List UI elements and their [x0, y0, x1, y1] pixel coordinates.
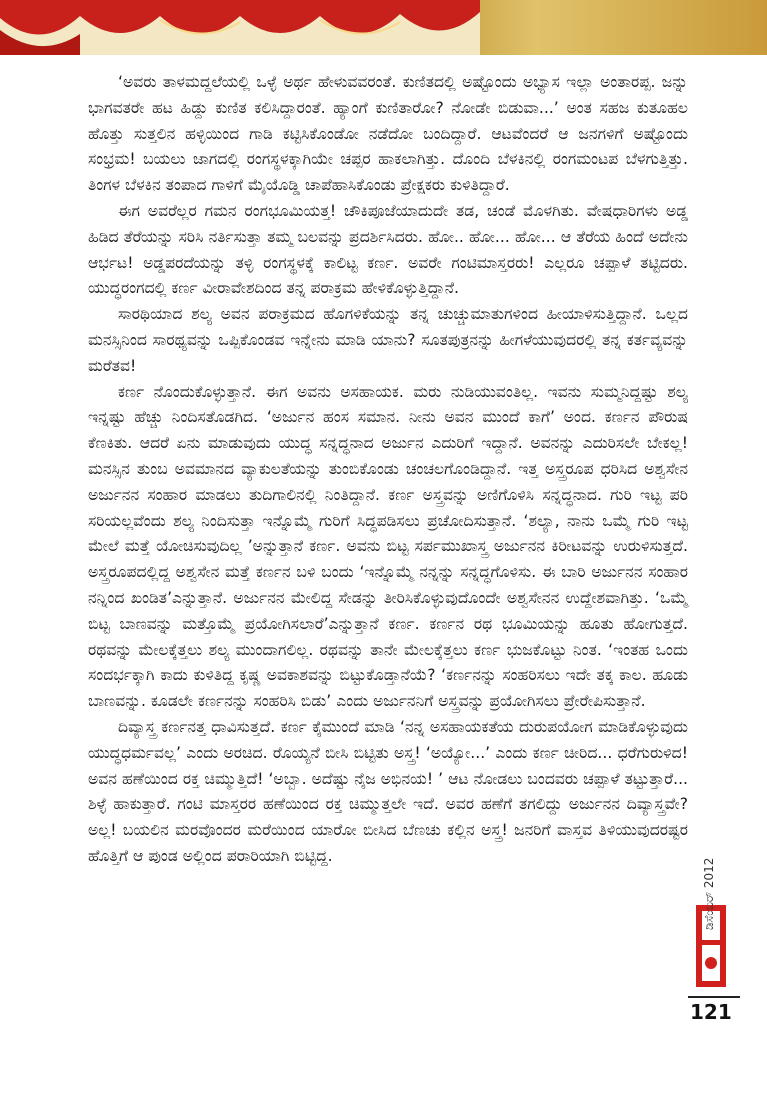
page-number-rule: [688, 996, 740, 998]
paragraph: ‘ಅವರು ತಾಳಮದ್ದಲೆಯಲ್ಲಿ ಒಳ್ಳೆ ಅರ್ಥ ಹೇಳುವವರಂತೆ. ಕುಣಿತದಲ್ಲಿ ಅಷ್ಟೊಂದು ಅಭ್ಯಾಸ ಇಲ್ಲಾ ಅಂತಾರಪ್ಪ. ಜನ್ನು ಭಾಗವತರೇ ಹಟ ಹಿಡ್ದು ಕುಣಿತ ಕಲಿಸಿದ್ದಾರಂತೆ. ಹ್ಯಾಂಗೆ ಕುಣಿತಾರೋ? ನೋಡೇ ಬಿಡುವಾ...’ ಅಂತ ಸಹಜ ಕುತೂಹಲ ಹೊತ್ತು ಸುತ್ತಲಿನ ಹಳ್ಳಿಯಿಂದ ಗಾಡಿ ಕಟ್ಟಿಸಿಕೊಂಡೋ ನಡೆದೋ ಬಂದಿದ್ದಾರೆ. ಆಟವೆಂದರೆ ಆ ಜನಗಳಿಗೆ ಅಷ್ಟೊಂದು ಸಂಭ್ರಮ! ಬಯಲು ಜಾಗದಲ್ಲಿ ರಂಗಸ್ಥಳಕ್ಕಾಗಿಯೇ ಚಪ್ಪರ ಹಾಕಲಾಗಿತ್ತು. ದೊಂದಿ ಬೆಳಕಿನಲ್ಲಿ ರಂಗಮಂಟಪ ಬೆಳಗುತ್ತಿತ್ತು. ತಿಂಗಳ ಬೆಳಕಿನ ತಂಪಾದ ಗಾಳಿಗೆ ಮೈಯೊಡ್ಡಿ ಚಾಪೆಹಾಸಿಕೊಂಡು ಪ್ರೇಕ್ಷಕರು ಕುಳಿತಿದ್ದಾರೆ.: [88, 73, 688, 195]
issue-date: ಡಿಸೆಂಬರ್ 2012: [702, 857, 716, 930]
decorative-banner: [0, 0, 767, 55]
paragraph: ಸಾರಥಿಯಾದ ಶಲ್ಯ ಅವನ ಪರಾಕ್ರಮದ ಹೊಗಳಿಕೆಯನ್ನು ತನ್ನ ಚುಚ್ಚುಮಾತುಗಳಿಂದ ಹೀಯಾಳಿಸುತ್ತಿದ್ದಾನೆ. ಒಲ್ಲದ ಮನಸ್ಸಿನಿಂದ ಸಾರಥ್ಯವನ್ನು ಒಪ್ಪಿಕೊಂಡವ ಇನ್ನೇನು ಮಾಡಿ ಯಾನು? ಸೂತಪುತ್ರನನ್ನು ಹೀಗಳೆಯುವುದರಲ್ಲಿ ತನ್ನ ಕರ್ತವ್ಯವನ್ನು ಮರೆತವ!: [88, 305, 688, 375]
paragraph: ಕರ್ಣ ನೊಂದುಕೊಳ್ಳುತ್ತಾನೆ. ಈಗ ಅವನು ಅಸಹಾಯಕ. ಮರು ನುಡಿಯುವಂತಿಲ್ಲ. ಇವನು ಸುಮ್ಮನಿದ್ದಷ್ಟು ಶಲ್ಯ ಇನ್ನಷ್ಟು ಹೆಚ್ಚು ನಿಂದಿಸತೊಡಗಿದ. ‘ಅರ್ಜುನ ಹಂಸ ಸಮಾನ. ನೀನು ಅವನ ಮುಂದೆ ಕಾಗೆ’ ಅಂದ. ಕರ್ಣನ ಪೌರುಷ ಕೆಣಕಿತು. ಆದರೆ ಏನು ಮಾಡುವುದು ಯುದ್ಧ ಸನ್ನದ್ಧನಾದ ಅರ್ಜುನ ಎದುರಿಗೆ ಇದ್ದಾನೆ. ಅವನನ್ನು ಎದುರಿಸಲೇ ಬೇಕಲ್ಲ! ಮನಸ್ಸಿನ ತುಂಬ ಅವಮಾನದ ವ್ಯಾಕುಲತೆಯನ್ನು ತುಂಬಿಕೊಂಡು ಚಂಚಲಗೊಂಡಿದ್ದಾನೆ. ಇತ್ತ ಅಸ್ತ್ರರೂಪ ಧರಿಸಿದ ಅಶ್ವಸೇನ ಅರ್ಜುನನ ಸಂಹಾರ ಮಾಡಲು ತುದಿಗಾಲಿನಲ್ಲಿ ನಿಂತಿದ್ದಾನೆ. ಕರ್ಣ ಅಸ್ತ್ರವನ್ನು ಅಣಿಗೊಳಿಸಿ ಸನ್ನದ್ಧನಾದ. ಗುರಿ ಇಟ್ಟ ಪರಿ ಸರಿಯಲ್ಲವೆಂದು ಶಲ್ಯ ನಿಂದಿಸುತ್ತಾ ಇನ್ನೊಮ್ಮೆ ಗುರಿಗೆ ಸಿದ್ಧಪಡಿಸಲು ಪ್ರಚೋದಿಸುತ್ತಾನೆ. ‘ಶಲ್ಯಾ, ನಾನು ಒಮ್ಮೆ ಗುರಿ ಇಟ್ಟ ಮೇಲೆ ಮತ್ತೆ ಯೋಚಿಸುವುದಿಲ್ಲ ’ಅನ್ನುತ್ತಾನೆ ಕರ್ಣ. ಅವನು ಬಿಟ್ಟ ಸರ್ಪಮುಖಾಸ್ತ್ರ ಅರ್ಜುನನ ಕಿರೀಟವನ್ನು ಉರುಳಿಸುತ್ತದೆ. ಅಸ್ತ್ರರೂಪದಲ್ಲಿದ್ದ ಅಶ್ವಸೇನ ಮತ್ತೆ ಕರ್ಣನ ಬಳಿ ಬಂದು ‘ಇನ್ನೊಮ್ಮೆ ನನ್ನನ್ನು ಸನ್ನದ್ಧಗೊಳಿಸು. ಈ ಬಾರಿ ಅರ್ಜುನನ ಸಂಹಾರ ನನ್ನಿಂದ ಖಂಡಿತ’ಎನ್ನುತ್ತಾನೆ. ಅರ್ಜುನನ ಮೇಲಿದ್ದ ಸೇಡನ್ನು ತೀರಿಸಿಕೊಳ್ಳುವುದೊಂದೇ ಅಶ್ವಸೇನನ ಉದ್ದೇಶವಾಗಿತ್ತು. ‘ಒಮ್ಮೆ ಬಿಟ್ಟ ಬಾಣವನ್ನು ಮತ್ತೊಮ್ಮೆ ಪ್ರಯೋಗಿಸಲಾರೆ’ಎನ್ನುತ್ತಾನೆ ಕರ್ಣ. ಕರ್ಣನ ರಥ ಭೂಮಿಯನ್ನು ಹೂತು ಹೋಗುತ್ತದೆ. ರಥವನ್ನು ಮೇಲಕ್ಕೆತ್ತಲು ಶಲ್ಯ ಮುಂದಾಗಲಿಲ್ಲ. ರಥವನ್ನು ತಾನೇ ಮೇಲಕ್ಕೆತ್ತಲು ಕರ್ಣ ಭುಜಕೊಟ್ಟು ನಿಂತ. ‘ಇಂತಹ ಒಂದು ಸಂದರ್ಭಕ್ಕಾಗಿ ಕಾದು ಕುಳಿತಿದ್ದ ಕೃಷ್ಣ ಅವಕಾಶವನ್ನು ಬಿಟ್ಟುಕೊಡ್ತಾನೆಯೆ? ‘ಕರ್ಣನನ್ನು ಸಂಹರಿಸಲು ಇದೇ ತಕ್ಕ ಕಾಲ. ಹೂಡು ಬಾಣವನ್ನು. ಕೂಡಲೇ ಕರ್ಣನನ್ನು ಸಂಹರಿಸಿ ಬಿಡು’ ಎಂದು ಅರ್ಜುನನಿಗೆ ಅಸ್ತ್ರವನ್ನು ಪ್ರಯೋಗಿಸಲು ಪ್ರೇರೇಪಿಸುತ್ತಾನೆ.: [88, 382, 688, 711]
magazine-sidebar: [694, 780, 734, 995]
paragraph: ಈಗ ಅವರೆಲ್ಲರ ಗಮನ ರಂಗಭೂಮಿಯತ್ತ! ಚೌಕಿಪೂಜೆಯಾದುದೇ ತಡ, ಚಂಡೆ ಮೊಳಗಿತು. ವೇಷಧಾರಿಗಳು ಅಡ್ಡ ಹಿಡಿದ ತೆರೆಯನ್ನು ಸರಿಸಿ ನರ್ತಿಸುತ್ತಾ ತಮ್ಮ ಬಲವನ್ನು ಪ್ರದರ್ಶಿಸಿದರು. ಹೋ.. ಹೋ... ಹೋ... ಆ ತೆರೆಯ ಹಿಂದೆ ಅದೇನು ಆರ್ಭಟ! ಅಡ್ಡಪರದೆಯನ್ನು ತಳ್ಳಿ ರಂಗಸ್ಥಳಕ್ಕೆ ಕಾಲಿಟ್ಟ ಕರ್ಣ. ಅವರೇ ಗಂಟಿಮಾಸ್ತರರು! ಎಲ್ಲರೂ ಚಪ್ಪಾಳೆ ತಟ್ಟಿದರು. ಯುದ್ಧರಂಗದಲ್ಲಿ ಕರ್ಣ ವೀರಾವೇಶದಿಂದ ತನ್ನ ಪರಾಕ್ರಮ ಹೇಳಿಕೊಳ್ಳುತ್ತಿದ್ದಾನೆ.: [88, 201, 688, 298]
paragraph: ದಿವ್ಯಾಸ್ತ್ರ ಕರ್ಣನತ್ತ ಧಾವಿಸುತ್ತದೆ. ಕರ್ಣ ಕೈಮುಂದೆ ಮಾಡಿ ‘ನನ್ನ ಅಸಹಾಯಕತೆಯ ದುರುಪಯೋಗ ಮಾಡಿಕೊಳ್ಳುವುದು ಯುದ್ಧಧರ್ಮವಲ್ಲ’ ಎಂದು ಅರಚಿದ. ರೊಯ್ಯನೆ ಬೀಸಿ ಬಿಟ್ಟಿತು ಅಸ್ತ್ರ! ‘ಅಯ್ಯೋ...’ ಎಂದು ಕರ್ಣ ಚೀರಿದ... ಧರೆಗುರುಳಿದ! ಅವನ ಹಣೆಯಿಂದ ರಕ್ತ ಚಿಮ್ಮುತ್ತಿದೆ! ‘ಅಬ್ಬಾ. ಅದೆಷ್ಟು ನೈಜ ಅಭಿನಯ! ’ ಆಟ ನೋಡಲು ಬಂದವರು ಚಪ್ಪಾಳೆ ತಟ್ಟುತ್ತಾರೆ... ಶಿಳ್ಳೆ ಹಾಕುತ್ತಾರೆ. ಗಂಟಿ ಮಾಸ್ತರರ ಹಣೆಯಿಂದ ರಕ್ತ ಚಿಮ್ಮುತ್ತಲೇ ಇದೆ. ಅವರ ಹಣೆಗೆ ತಗಲಿದ್ದು ಅರ್ಜುನನ ದಿವ್ಯಾಸ್ತ್ರವೇ? ಅಲ್ಲ! ಬಯಲಿನ ಮರವೊಂದರ ಮರೆಯಿಂದ ಯಾರೋ ಬೀಸಿದ ಬೆಣಚು ಕಲ್ಲಿನ ಅಸ್ತ್ರ! ಜನರಿಗೆ ವಾಸ್ತವ ತಿಳಿಯುವುದರಷ್ಟರ ಹೊತ್ತಿಗೆ ಆ ಪುಂಡ ಅಲ್ಲಿಂದ ಪರಾರಿಯಾಗಿ ಬಿಟ್ಟಿದ್ದ.: [88, 717, 688, 865]
article-body: [88, 70, 688, 870]
bunting-decoration: [0, 0, 480, 55]
page-number: 121: [690, 1000, 732, 1024]
